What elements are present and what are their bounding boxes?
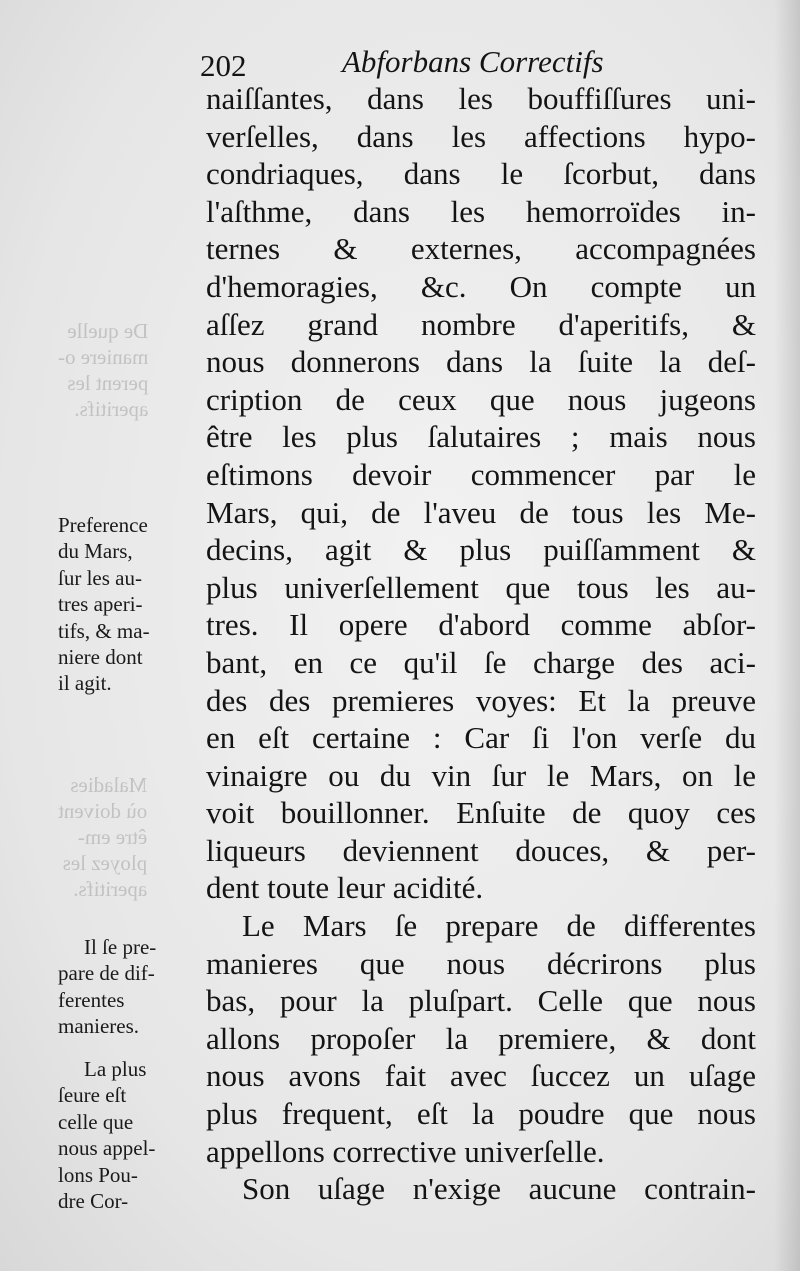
page-number: 202 <box>200 48 247 83</box>
text-line: bant, en ce qu'il ſe charge des aci- <box>206 644 756 680</box>
margin-note-line: dre Cor- <box>58 1189 129 1214</box>
margin-note-line: ſeure eſt <box>58 1083 127 1108</box>
text-line: Son uſage n'exige aucune contrain- <box>242 1171 756 1207</box>
margin-note-line: La plus <box>84 1057 147 1081</box>
margin-note-line: tifs, & ma- <box>58 618 150 643</box>
margin-note-line: Il ſe pre- <box>84 935 157 959</box>
text-line: aſſez grand nombre d'aperitifs, & <box>206 306 756 342</box>
text-line: bas, pour la pluſpart. Celle que nous <box>206 983 756 1019</box>
text-line: naiſſantes, dans les bouffiſſures uni- <box>206 81 756 116</box>
text-line: dent toute leur acidité. <box>206 870 484 906</box>
bleed-through-text: De quelle maniere o- perent les aperitifs. <box>58 319 149 421</box>
text-line: plus frequent, eſt la poudre que nous <box>206 1096 756 1132</box>
text-line: Le Mars ſe prepare de differentes <box>242 908 756 944</box>
page-edge-shadow <box>774 0 800 1271</box>
text-line: ternes & externes, accompagnées <box>206 231 756 267</box>
text-line: allons propoſer la premiere, & dont <box>206 1020 756 1056</box>
text-line: tres. Il opere d'abord comme abſor- <box>206 607 756 643</box>
running-head: Abforbans Correctifs <box>342 44 604 79</box>
margin-note-line: lons Pou- <box>58 1162 138 1187</box>
margin-note-line: pare de dif- <box>58 961 155 986</box>
text-line: plus univerſellement que tous les au- <box>206 569 756 605</box>
text-line: Mars, qui, de l'aveu de tous les Me- <box>206 494 756 530</box>
margin-note-line: niere dont <box>58 645 143 670</box>
text-line: liqueurs deviennent douces, & per- <box>206 832 756 868</box>
margin-note-line: tres aperi- <box>58 592 143 617</box>
text-line: verſelles, dans les affections hypo- <box>206 118 756 154</box>
text-line: d'hemoragies, &c. On compte un <box>206 268 756 304</box>
margin-note-line: Preference <box>58 513 148 537</box>
margin-note-safest-powder <box>58 1056 198 1214</box>
text-line: l'aſthme, dans les hemorroïdes in- <box>206 193 756 229</box>
text-line: cription de ceux que nous jugeons <box>206 381 756 417</box>
margin-note-line: nous appel- <box>58 1136 156 1161</box>
margin-note-preparation <box>58 934 198 1040</box>
text-line: decins, agit & plus puiſſamment & <box>206 532 756 568</box>
text-line: en eſt certaine : Car ſi l'on verſe du <box>206 720 756 756</box>
text-line: vinaigre ou du vin ſur le Mars, on le <box>206 757 756 793</box>
text-line: manieres que nous décrirons plus <box>206 945 756 981</box>
margin-note-line: celle que <box>58 1109 134 1134</box>
text-line: appellons corrective univerſelle. <box>206 1133 605 1169</box>
bleed-through-text: Maladies où doivent être em- ployez les aperitifs. <box>58 773 148 901</box>
margin-note-line: ſur les au- <box>58 565 142 590</box>
text-line: des des premieres voyes: Et la preuve <box>206 682 756 718</box>
margin-note-line: il agit. <box>58 671 112 696</box>
text-line: voit bouillonner. Enſuite de quoy ces <box>206 795 756 831</box>
margin-note-line: manieres. <box>58 1014 140 1039</box>
body-text <box>206 80 756 1208</box>
margin-note-mars-preference <box>58 512 198 697</box>
text-line: nous donnerons dans la ſuite la deſ- <box>206 344 756 380</box>
margin-note-line: ferentes <box>58 987 125 1012</box>
text-line: condriaques, dans le ſcorbut, dans <box>206 156 756 192</box>
margin-note-line: du Mars, <box>58 539 133 564</box>
text-line: nous avons fait avec ſuccez un uſage <box>206 1058 756 1094</box>
text-line: être les plus ſalutaires ; mais nous <box>206 419 756 455</box>
text-line: eſtimons devoir commencer par le <box>206 456 756 492</box>
